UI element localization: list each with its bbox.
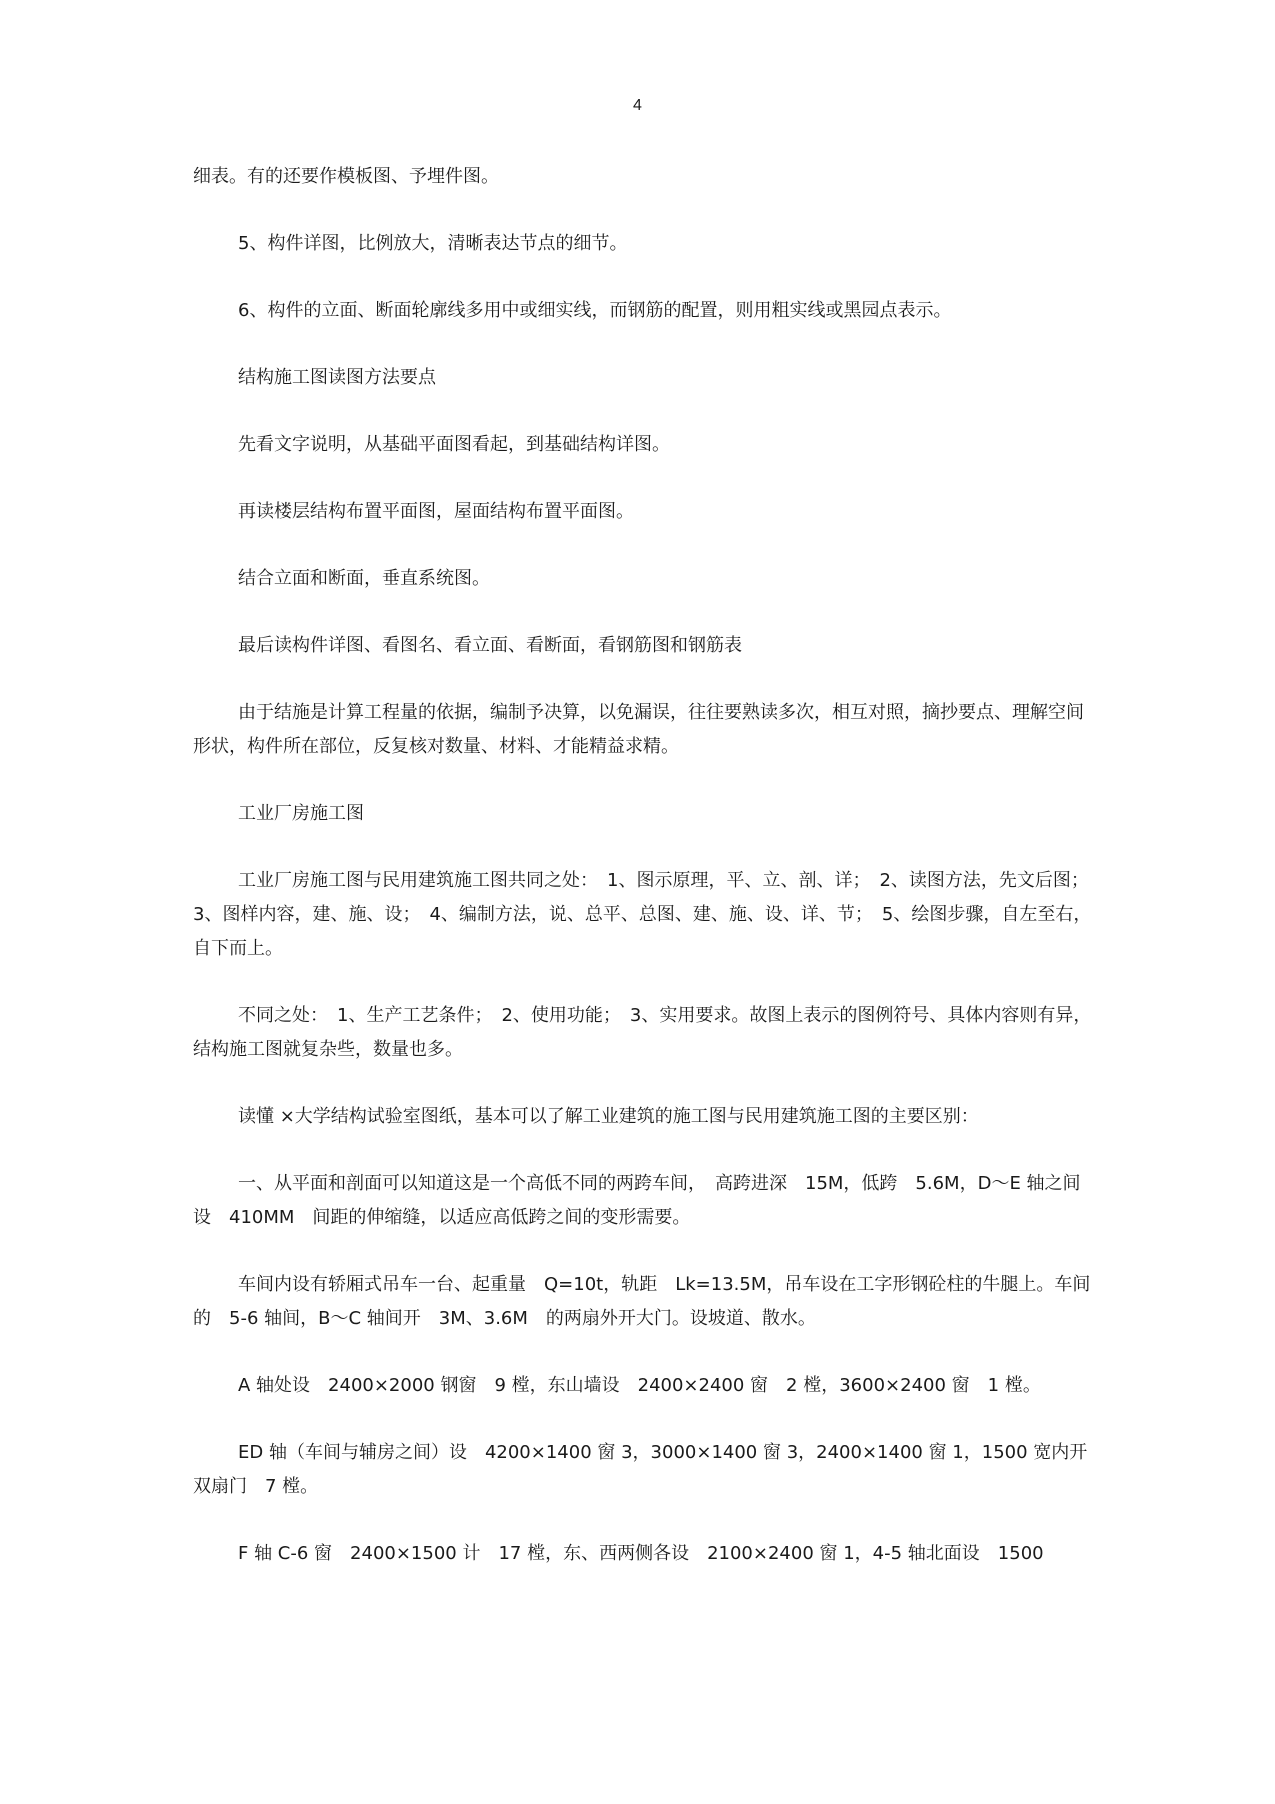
paragraph: 5、构件详图，比例放大，清晰表达节点的细节。 — [238, 233, 628, 254]
paragraph: ED 轴（车间与辅房之间）设 4200×1400 窗 3，3000×1400 窗 3，2400×1400 窗 1，1500 宽内开双扇门 7 樘。 — [193, 1442, 1088, 1497]
section-heading: 工业厂房施工图 — [238, 803, 364, 824]
paragraph: 不同之处： 1、生产工艺条件； 2、使用功能； 3、实用要求。故图上表示的图例符号、具体内容则有异，结构施工图就复杂些，数量也多。 — [193, 1005, 1092, 1060]
paragraph: A 轴处设 2400×2000 钢窗 9 樘，东山墙设 2400×2400 窗 2 樘，3600×2400 窗 1 樘。 — [238, 1375, 1041, 1396]
paragraph: 再读楼层结构布置平面图，屋面结构布置平面图。 — [238, 501, 634, 522]
paragraph: 细表。有的还要作模板图、予埋件图。 — [193, 166, 499, 187]
paragraph: 由于结施是计算工程量的依据，编制予决算，以免漏误，往往要熟读多次，相互对照，摘抄要点、理解空间形状，构件所在部位，反复核对数量、材料、才能精益求精。 — [193, 702, 1084, 757]
page-number: 4 — [633, 97, 642, 114]
paragraph: 最后读构件详图、看图名、看立面、看断面，看钢筋图和钢筋表 — [238, 635, 742, 656]
paragraph: 结合立面和断面，垂直系统图。 — [238, 568, 490, 589]
section-heading: 结构施工图读图方法要点 — [238, 367, 436, 388]
paragraph: 6、构件的立面、断面轮廓线多用中或细实线，而钢筋的配置，则用粗实线或黑园点表示。 — [238, 300, 952, 321]
document-body — [193, 160, 1098, 1604]
paragraph: 读懂 ×大学结构试验室图纸，基本可以了解工业建筑的施工图与民用建筑施工图的主要区别： — [238, 1106, 979, 1127]
paragraph: 先看文字说明，从基础平面图看起，到基础结构详图。 — [238, 434, 670, 455]
paragraph: 工业厂房施工图与民用建筑施工图共同之处： 1、图示原理，平、立、剖、详； 2、读图方法，先文后图； 3、图样内容，建、施、设； 4、编制方法，说、总平、总图、建、施、设、详、节； 5、绘图步骤，自左至右，自下而上。 — [193, 870, 1098, 959]
paragraph: 一、从平面和剖面可以知道这是一个高低不同的两跨车间， 高跨进深 15M，低跨 5.6M，D～E 轴之间设 410MM 间距的伸缩缝，以适应高低跨之间的变形需要。 — [193, 1173, 1081, 1228]
paragraph: 车间内设有轿厢式吊车一台、起重量 Q=10t，轨距 Lk=13.5M，吊车设在工字形钢砼柱的牛腿上。车间的 5-6 轴间，B～C 轴间开 3M、3.6M 的两扇外开大门。设坡道、散水。 — [193, 1274, 1091, 1329]
paragraph: F 轴 C-6 窗 2400×1500 计 17 樘，东、西两侧各设 2100×2400 窗 1，4-5 轴北面设 1500 — [238, 1543, 1044, 1564]
